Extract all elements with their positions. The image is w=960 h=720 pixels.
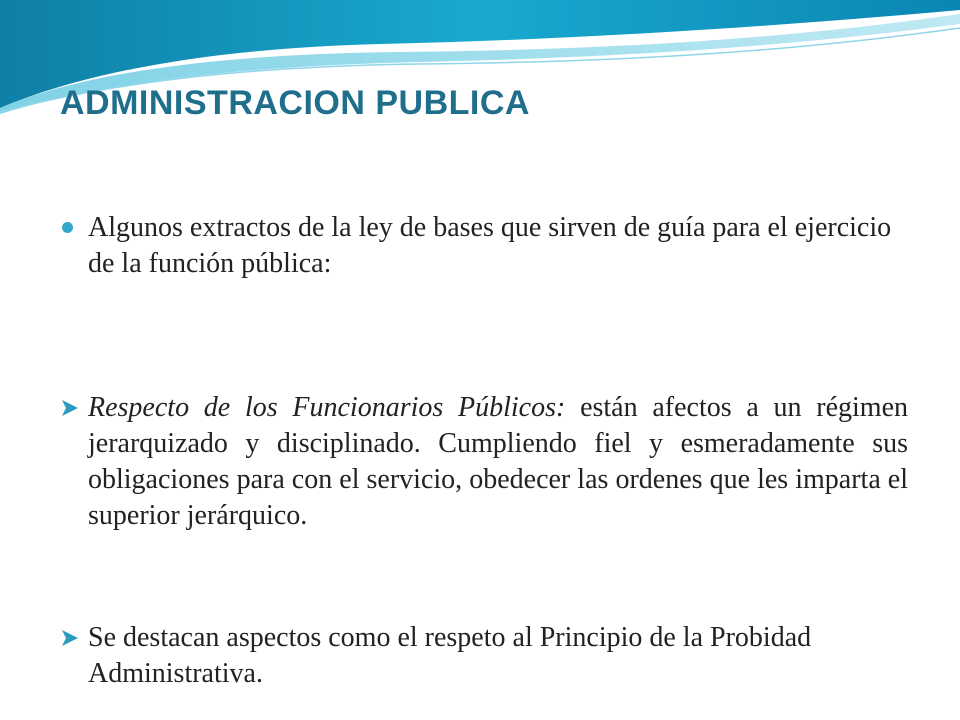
circle-bullet-icon	[62, 222, 73, 233]
slide-title: ADMINISTRACION PUBLICA	[60, 84, 530, 122]
bullet-funcionarios-text	[88, 390, 908, 534]
bullet-probidad-text: Se destacan aspectos como el respeto al Principio de la Probidad Administrativa.	[88, 622, 812, 689]
arrow-bullet-icon	[60, 628, 80, 648]
bullet-funcionarios-lead: Respecto de los Funcionarios Públicos:	[88, 392, 566, 423]
bullet-funcionarios-rest: están afectos a un régimen jerarquizado y disciplinado. Cumpliendo fiel y esmeradamente sus obligaciones para con el servicio, obedecer las ordenes que les imparta el superior jerárquico.	[88, 392, 909, 531]
bullet-intro-text: Algunos extractos de la ley de bases que sirven de guía para el ejercicio de la función pública:	[88, 212, 892, 279]
arrow-bullet-icon	[60, 398, 80, 418]
